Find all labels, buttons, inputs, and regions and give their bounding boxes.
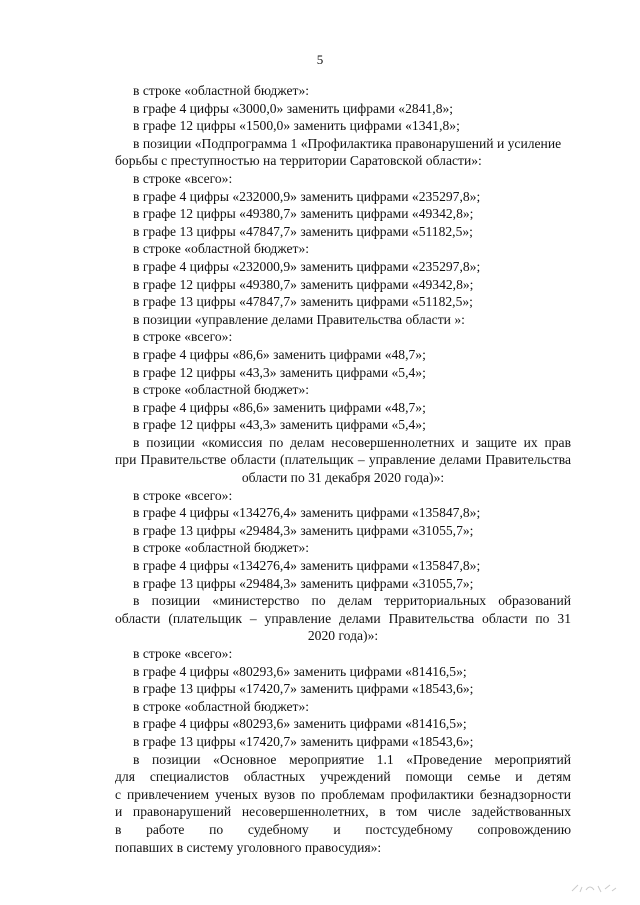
text-line: в графе 4 цифры «86,6» заменить цифрами «48,7»; bbox=[133, 399, 426, 415]
text-line: в графе 4 цифры «134276,4» заменить цифрами «135847,8»; bbox=[133, 558, 481, 574]
text-line: в графе 12 цифры «1500,0» заменить цифрами «1341,8»; bbox=[133, 118, 460, 134]
text-line: в графе 4 цифры «80293,6» заменить цифрами «81416,5»; bbox=[133, 663, 467, 679]
scan-artifact-icon bbox=[570, 881, 618, 895]
text-line: в позиции «Основное мероприятие 1.1 «Проведение мероприятий bbox=[133, 751, 571, 767]
text-line: с привлечением ученых вузов по проблемам профилактики безнадзорности bbox=[115, 786, 571, 802]
text-line: в графе 4 цифры «80293,6» заменить цифрами «81416,5»; bbox=[133, 716, 467, 732]
text-line: в графе 4 цифры «3000,0» заменить цифрами «2841,8»; bbox=[133, 100, 454, 116]
text-line: в графе 4 цифры «86,6» заменить цифрами «48,7»; bbox=[133, 346, 426, 362]
text-line: в позиции «Подпрограмма 1 «Профилактика правонарушений и усиление bbox=[133, 135, 562, 151]
text-line: в графе 13 цифры «17420,7» заменить цифрами «18543,6»; bbox=[133, 681, 474, 697]
text-line: и правонарушений несовершеннолетних, в том числе задействованных bbox=[115, 804, 571, 820]
text-line: в строке «областной бюджет»: bbox=[133, 540, 310, 556]
text-line: в позиции «комиссия по делам несовершеннолетних и защите их прав bbox=[133, 434, 571, 450]
text-line: в строке «областной бюджет»: bbox=[133, 698, 310, 714]
text-line: в графе 12 цифры «43,3» заменить цифрами «5,4»; bbox=[133, 364, 426, 380]
text-line: в графе 13 цифры «29484,3» заменить цифрами «31055,7»; bbox=[133, 575, 474, 591]
page-number: 5 bbox=[316, 52, 324, 67]
text-line: для специалистов областных учреждений помощи семье и детям bbox=[115, 769, 571, 785]
text-line: в строке «областной бюджет»: bbox=[133, 83, 310, 98]
text-line: при Правительстве области (плательщик – управление делами Правительства bbox=[115, 452, 571, 468]
text-line: в графе 12 цифры «49380,7» заменить цифрами «49342,8»; bbox=[133, 206, 474, 222]
text-line: в строке «всего»: bbox=[133, 329, 233, 345]
text-line: в графе 4 цифры «134276,4» заменить цифрами «135847,8»; bbox=[133, 505, 481, 521]
text-line: в работе по судебному и постсудебному сопровождению bbox=[115, 821, 571, 837]
text-line: в строке «областной бюджет»: bbox=[133, 241, 310, 257]
text-line: в графе 13 цифры «47847,7» заменить цифрами «51182,5»; bbox=[133, 223, 473, 239]
text-line: области (плательщик – управление делами Правительства области по 31 bbox=[115, 610, 571, 626]
text-line: в строке «всего»: bbox=[133, 487, 233, 503]
text-line: области по 31 декабря 2020 года)»: bbox=[241, 470, 445, 486]
document-body bbox=[115, 82, 571, 856]
text-line: в графе 4 цифры «232000,9» заменить цифрами «235297,8»; bbox=[133, 188, 481, 204]
text-line: в строке «всего»: bbox=[133, 646, 233, 661]
text-line: в графе 4 цифры «232000,9» заменить цифрами «235297,8»; bbox=[133, 258, 481, 274]
text-line: борьбы с преступностью на территории Саратовской области»: bbox=[115, 153, 482, 169]
text-line: в графе 13 цифры «47847,7» заменить цифрами «51182,5»; bbox=[133, 294, 473, 310]
text-line: в строке «всего»: bbox=[133, 170, 233, 186]
text-line: в графе 13 цифры «29484,3» заменить цифрами «31055,7»; bbox=[133, 522, 474, 538]
text-line: в графе 13 цифры «17420,7» заменить цифрами «18543,6»; bbox=[133, 733, 474, 749]
text-line: в строке «областной бюджет»: bbox=[133, 382, 310, 398]
text-line: попавших в систему уголовного правосудия»: bbox=[115, 839, 382, 855]
text-line: в позиции «министерство по делам территориальных образований bbox=[133, 593, 571, 609]
text-line: в графе 12 цифры «43,3» заменить цифрами «5,4»; bbox=[133, 417, 426, 433]
text-line: в позиции «управление делами Правительства области »: bbox=[133, 311, 465, 327]
text-line: в графе 12 цифры «49380,7» заменить цифрами «49342,8»; bbox=[133, 276, 474, 292]
text-line: 2020 года)»: bbox=[307, 628, 379, 644]
